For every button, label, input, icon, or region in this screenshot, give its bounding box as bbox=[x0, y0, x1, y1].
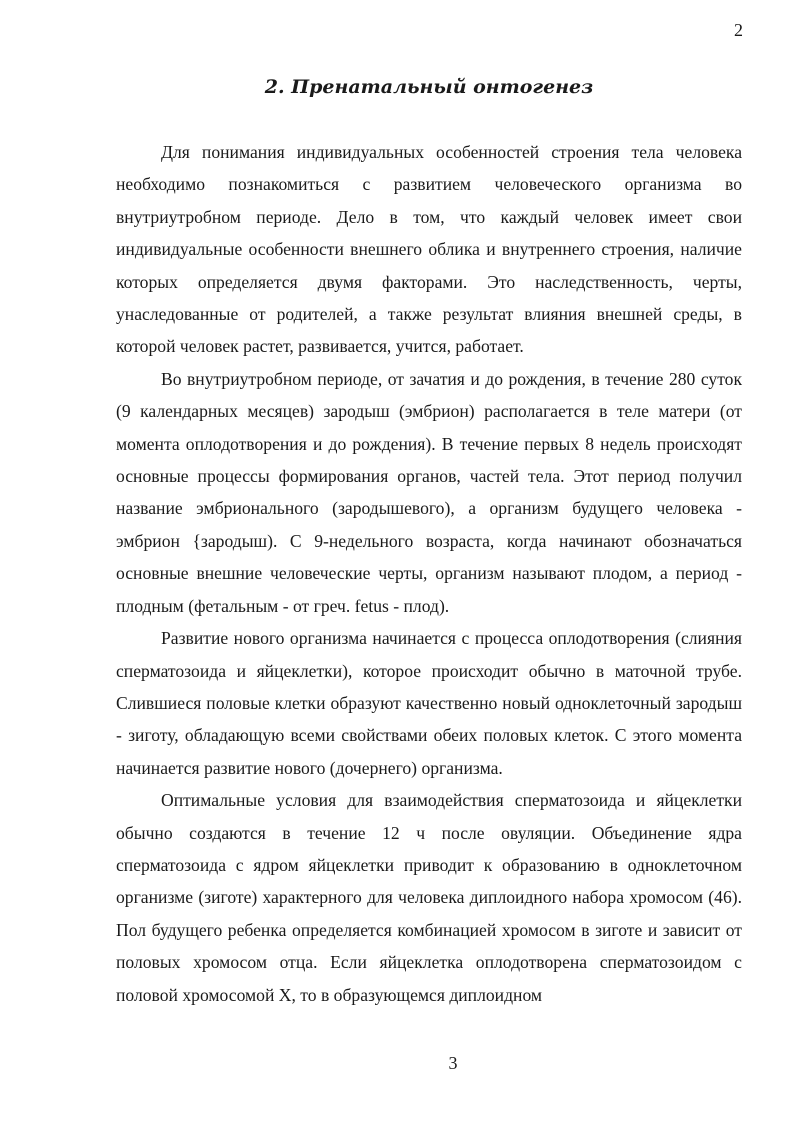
paragraph-4: Оптимальные условия для взаимодействия сперматозоида и яйцеклетки обычно создаются в течение 12 ч после овуляции. Объединение ядра сперматозоида с ядром яйцеклетки приводит к образованию в одноклеточном организме (зиготе) характерного для человека диплоидного набора хромосом (46). Пол будущего ребенка определяется комбинацией хромосом в зиготе и зависит от половых хромосом отца. Если яйцеклетка оплодотворена сперматозоидом с половой хромосомой X, то в образующемся диплоидном bbox=[116, 790, 742, 1005]
page-number-top: 2 bbox=[734, 20, 743, 40]
paragraph-3: Развитие нового организма начинается с процесса оплодотворения (слияния сперматозоида и яйцеклетки), которое происходит обычно в маточной трубе. Слившиеся половые клетки образуют качественно новый одноклеточный зародыш - зиготу, обладающую всеми свойствами обеих половых клеток. С этого момента начинается развитие нового (дочернего) организма. bbox=[116, 628, 742, 778]
paragraph-1: Для понимания индивидуальных особенностей строения тела человека необходимо познакомиться с развитием человеческого организма во внутриутробном периоде. Дело в том, что каждый человек имеет свои индивидуальные особенности внешнего облика и внутреннего строения, наличие которых определяется двумя факторами. Это наследственность, черты, унаследованные от родителей, а также результат влияния внешней среды, в которой человек растет, развивается, учится, работает. bbox=[116, 142, 742, 357]
section-title: 2. Пренатальный онтогенез bbox=[264, 76, 594, 98]
page-number-bottom: 3 bbox=[448, 1053, 458, 1073]
body-text bbox=[116, 136, 742, 1011]
paragraph-2: Во внутриутробном периоде, от зачатия и до рождения, в течение 280 суток (9 календарных месяцев) зародыш (эмбрион) располагается в теле матери (от момента оплодотворения и до рождения). В течение первых 8 недель происходят основные процессы формирования органов, частей тела. Этот период получил название эмбрионального (зародышевого), а организм будущего человека - эмбрион {зародыш). С 9-недельного возраста, когда начинают обозначаться основные внешние человеческие черты, организм называют плодом, а период - плодным (фетальным - от греч. fetus - плод). bbox=[116, 368, 742, 616]
